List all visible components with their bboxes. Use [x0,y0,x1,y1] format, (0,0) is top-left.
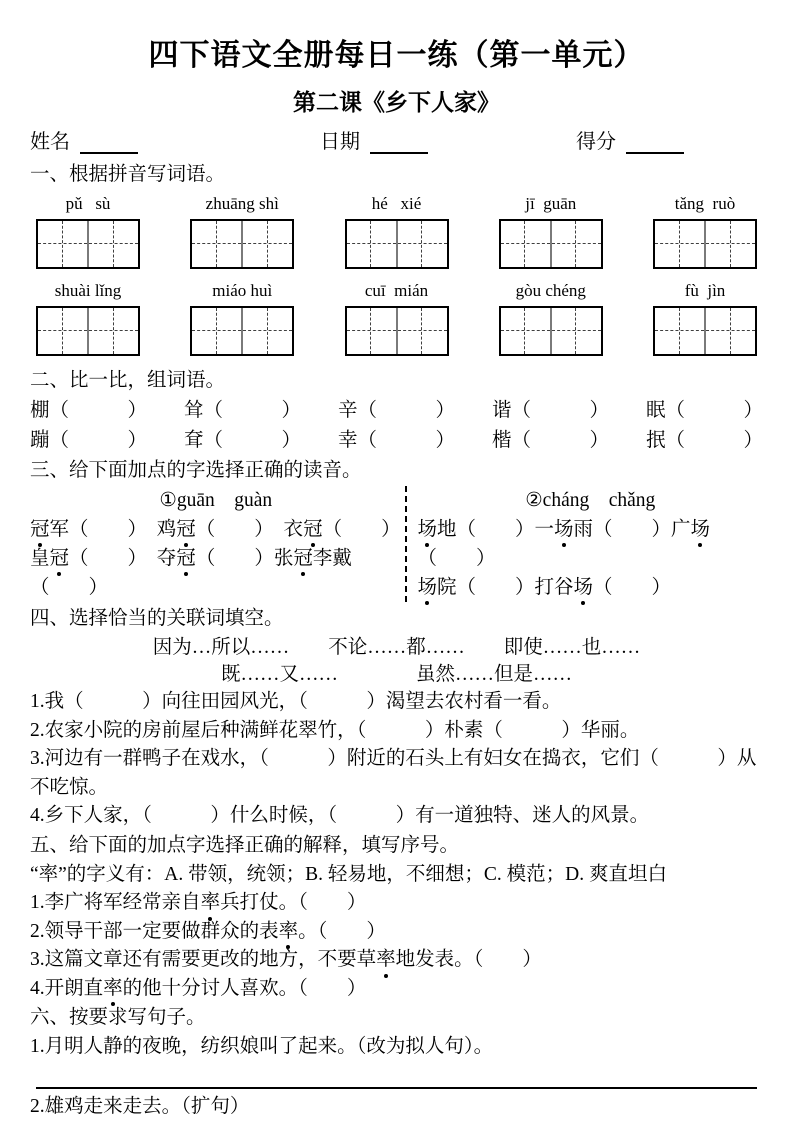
writing-grid[interactable] [36,306,140,356]
grid-cell[interactable] [347,221,396,267]
writing-grid[interactable] [190,306,294,356]
grid-cell[interactable] [396,308,447,354]
pronunciation-exercise [30,486,763,602]
grid-cell[interactable] [38,308,87,354]
word-blank[interactable]: 耷（ ） [183,430,301,451]
pinyin-label: jī guān [525,194,577,213]
guan-column [30,486,407,602]
pinyin-group [190,192,294,269]
grid-cell[interactable] [501,308,550,354]
word-blank[interactable]: 耸（ ） [183,400,301,421]
word-blank[interactable]: 眠（ ） [645,400,763,421]
lesson-title: 第二课《乡下人家》 [293,90,500,115]
meaning-choice-sentence[interactable]: 2.领导干部一定要做群众的表率。（ ） [30,918,763,947]
score-blank[interactable] [626,134,684,154]
pinyin-label: cuī mián [364,281,429,300]
writing-grid[interactable] [499,306,603,356]
pinyin-row-2 [30,279,763,356]
guan-row[interactable]: 冠军（ ） 鸡冠（ ） 衣冠（ ） [30,515,401,544]
conjunction-options-line1: 因为…所以…… 不论……都…… 即使……也…… [152,637,641,658]
section5-heading: 五、给下面的加点字选择正确的解释，填写序号。 [30,834,460,856]
grid-cell[interactable] [501,221,550,267]
grid-cell[interactable] [87,221,138,267]
fill-blank-sentence[interactable]: 1.我（ ）向往田园风光，（ ）渴望去农村看一看。 [30,691,562,712]
writing-grid[interactable] [36,219,140,269]
score-label: 得分 [576,131,616,153]
answer-line[interactable] [36,1087,757,1089]
grid-cell[interactable] [87,308,138,354]
meta-row [30,125,763,154]
pinyin-group [499,279,603,356]
grid-cell[interactable] [241,221,292,267]
meaning-choice-sentence[interactable]: 3.这篇文章还有需要更改的地方，不要草率地发表。（ ） [30,946,763,975]
rewrite-sentence: 2.雄鸡走来走去。（扩句） [30,1095,250,1117]
section4-heading: 四、选择恰当的关联词填空。 [30,608,284,629]
pinyin-group [499,192,603,269]
date-blank[interactable] [370,134,428,154]
word-blank[interactable]: 谐（ ） [491,400,609,421]
guan-row[interactable]: 皇冠（ ） 夺冠（ ）张冠李戴（ ） [30,544,401,602]
name-field [30,125,138,154]
chang-column [407,486,763,602]
pinyin-group [36,279,140,356]
fill-blank-sentence[interactable]: 3.河边有一群鸭子在戏水，（ ）附近的石头上有妇女在捣衣，它们（ ）从不吃惊。 [30,748,757,798]
pinyin-label: tǎng ruò [674,194,736,213]
grid-cell[interactable] [655,221,704,267]
grid-cell[interactable] [192,308,241,354]
word-blank[interactable]: 幸（ ） [337,430,455,451]
pinyin-label: miáo huì [212,281,273,300]
word-blank[interactable]: 楷（ ） [491,430,609,451]
rewrite-sentence: 1.月明人静的夜晚，纺织娘叫了起来。（改为拟人句）。 [30,1036,494,1057]
grid-cell[interactable] [396,221,447,267]
grid-cell[interactable] [347,308,396,354]
word-blank[interactable]: 辛（ ） [337,400,455,421]
guan-options: ①guān guàn [159,490,273,511]
fill-blank-sentence[interactable]: 4.乡下人家，（ ）什么时候，（ ）有一道独特、迷人的风景。 [30,805,650,826]
pinyin-group [653,279,757,356]
grid-cell[interactable] [192,221,241,267]
grid-cell[interactable] [550,308,601,354]
section3-heading: 三、给下面加点的字选择正确的读音。 [30,460,362,481]
section6-heading: 六、按要求写句子。 [30,1007,206,1028]
chang-row[interactable]: 场地（ ）一场雨（ ）广场（ ） [417,515,763,573]
name-blank[interactable] [80,134,138,154]
writing-grid[interactable] [345,306,449,356]
word-blank[interactable]: 棚（ ） [30,400,148,421]
pinyin-label: fù jìn [684,281,726,300]
pinyin-group [653,192,757,269]
word-pair-row [30,426,763,456]
pinyin-label: shuài lǐng [54,281,122,300]
date-field [320,125,428,154]
meaning-choice-sentence[interactable]: 1.李广将军经常亲自率兵打仗。（ ） [30,889,763,918]
pinyin-row-1 [30,192,763,269]
grid-cell[interactable] [241,308,292,354]
section2-heading: 二、比一比，组词语。 [30,370,226,391]
fill-blank-sentence[interactable]: 2.农家小院的房前屋后种满鲜花翠竹，（ ）朴素（ ）华丽。 [30,719,640,741]
word-blank[interactable]: 抿（ ） [645,430,763,451]
conjunction-options-line2: 既……又…… 虽然……但是…… [220,664,572,685]
pinyin-group [190,279,294,356]
name-label: 姓名 [30,131,70,153]
pinyin-label: pǔ sù [65,194,111,213]
writing-grid[interactable] [345,219,449,269]
definition-options: “率”的字义有：A. 带领，统领；B. 轻易地，不细想；C. 模范；D. 爽直坦白 [30,863,667,885]
section1-heading: 一、根据拼音写词语。 [30,164,226,185]
pinyin-group [345,192,449,269]
word-blank[interactable]: 蹦（ ） [30,430,148,451]
grid-cell[interactable] [655,308,704,354]
writing-grid[interactable] [653,219,757,269]
pinyin-label: zhuāng shì [205,194,279,213]
grid-cell[interactable] [704,221,755,267]
chang-row[interactable]: 场院（ ）打谷场（ ） [417,573,763,602]
word-pair-row [30,396,763,426]
writing-grid[interactable] [190,219,294,269]
meaning-choice-sentence[interactable]: 4.开朗直率的他十分讨人喜欢。（ ） [30,975,763,1004]
worksheet-title: 四下语文全册每日一练（第一单元） [148,39,645,72]
pinyin-label: gòu chéng [515,281,586,300]
writing-grid[interactable] [653,306,757,356]
pinyin-label: hé xié [371,194,422,213]
pinyin-group [36,192,140,269]
date-label: 日期 [320,131,360,153]
chang-options: ②cháng chǎng [525,490,656,511]
score-field [576,125,684,154]
grid-cell[interactable] [38,221,87,267]
writing-grid[interactable] [499,219,603,269]
grid-cell[interactable] [550,221,601,267]
grid-cell[interactable] [704,308,755,354]
pinyin-group [345,279,449,356]
